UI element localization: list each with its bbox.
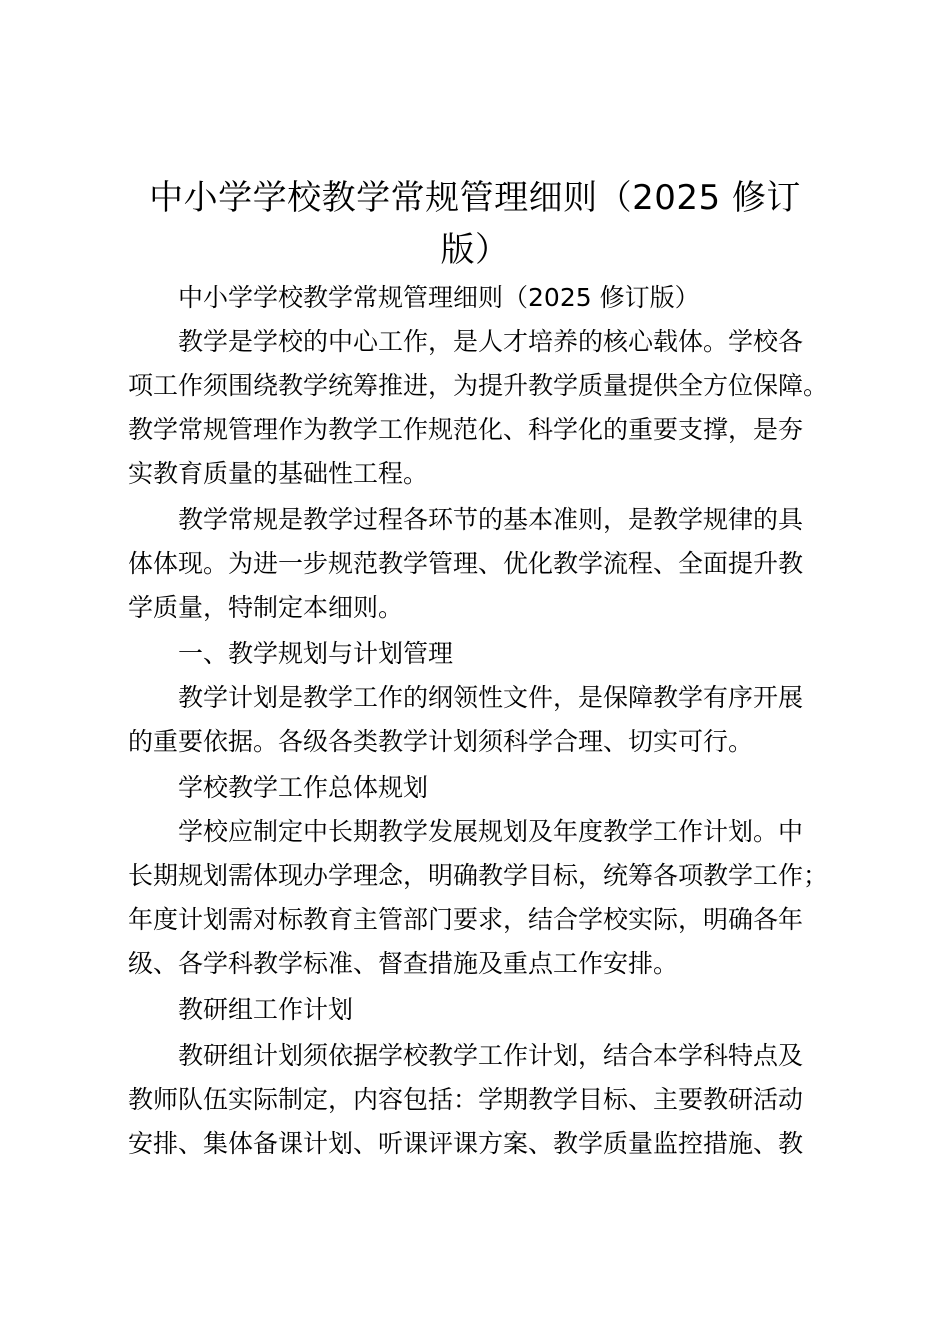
paragraph-line: 教师队伍实际制定，内容包括：学期教学目标、主要教研活动 xyxy=(128,1085,804,1114)
paragraph-line: 体体现。为进一步规范教学管理、优化教学流程、全面提升教 xyxy=(128,549,804,578)
paragraph-line: 项工作须围绕教学统筹推进，为提升教学质量提供全方位保障。 xyxy=(128,371,829,400)
paragraph-line: 教研组计划须依据学校教学工作计划，结合本学科特点及 xyxy=(178,1041,804,1070)
paragraph-line: 教学计划是教学工作的纲领性文件，是保障教学有序开展 xyxy=(178,683,804,712)
paragraph-line: 学质量，特制定本细则。 xyxy=(128,593,404,622)
paragraph-line: 级、各学科教学标准、督查措施及重点工作安排。 xyxy=(128,949,679,978)
paragraph-line: 学校应制定中长期教学发展规划及年度教学工作计划。中 xyxy=(178,817,804,846)
paragraph-line: 的重要依据。各级各类教学计划须科学合理、切实可行。 xyxy=(128,727,754,756)
document-title-line-1: 中小学学校教学常规管理细则（2025 修订 xyxy=(149,178,801,218)
section-heading: 一、教学规划与计划管理 xyxy=(178,639,454,668)
paragraph-line: 实教育质量的基础性工程。 xyxy=(128,459,429,488)
paragraph-line: 年度计划需对标教育主管部门要求，结合学校实际，明确各年 xyxy=(128,905,804,934)
subsection-heading: 教研组工作计划 xyxy=(178,995,354,1024)
paragraph-line: 教学是学校的中心工作，是人才培养的核心载体。学校各 xyxy=(178,327,804,356)
document-title-line-2: 版） xyxy=(440,230,510,270)
paragraph-line: 教学常规是教学过程各环节的基本准则，是教学规律的具 xyxy=(178,505,804,534)
paragraph-line: 教学常规管理作为教学工作规范化、科学化的重要支撑，是夯 xyxy=(128,415,804,444)
subtitle-line: 中小学学校教学常规管理细则（2025 修订版） xyxy=(178,283,700,312)
paragraph-line: 长期规划需体现办学理念，明确教学目标，统筹各项教学工作； xyxy=(128,861,829,890)
subsection-heading: 学校教学工作总体规划 xyxy=(178,773,429,802)
paragraph-line: 安排、集体备课计划、听课评课方案、教学质量监控措施、教 xyxy=(128,1129,804,1158)
